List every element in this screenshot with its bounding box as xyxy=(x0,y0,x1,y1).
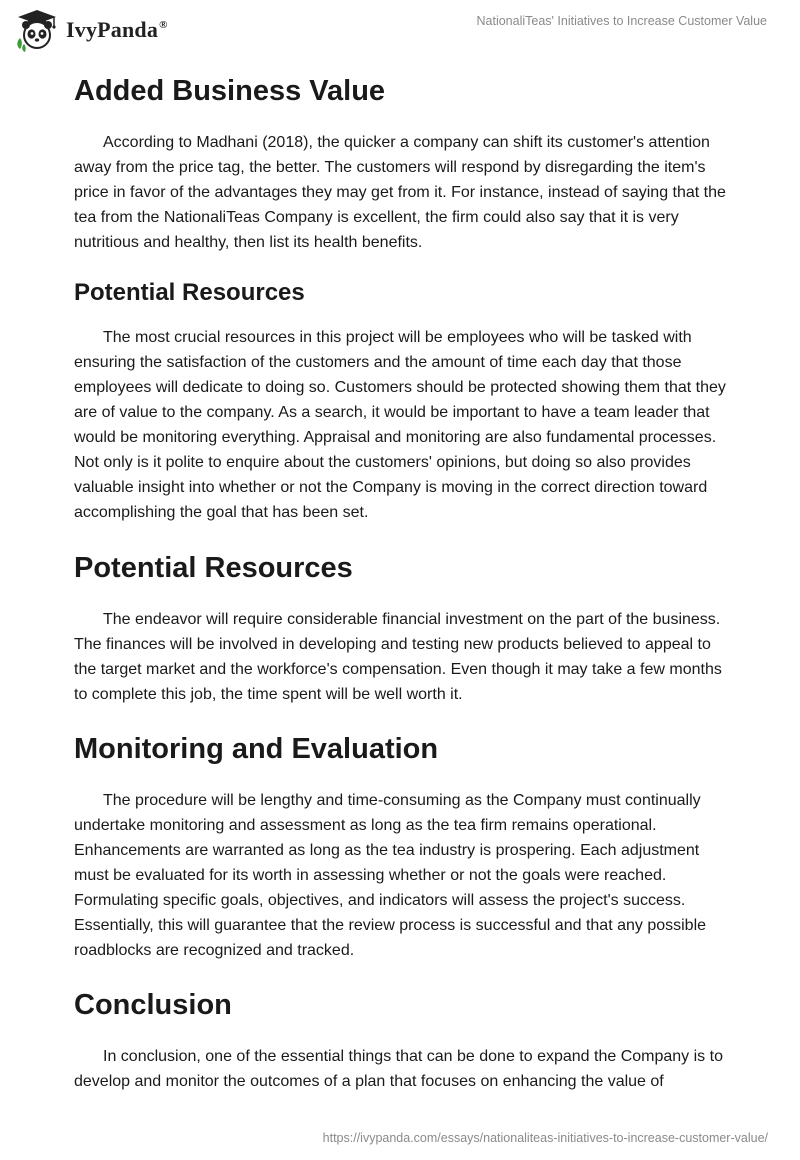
essay-content xyxy=(74,68,734,1094)
panda-graduate-icon xyxy=(14,8,60,52)
page-header xyxy=(0,0,800,60)
section-paragraph: The endeavor will require considerable financial investment on the part of the business. The finances will be involved in developing and testing new products believed to appeal to the target market and the workforce's compensation. Even though it may take a few months to complete this job, the time spent will be well worth it. xyxy=(74,611,722,703)
section-heading-added-business-value: Added Business Value xyxy=(74,75,386,107)
ivypanda-logo[interactable] xyxy=(14,8,168,52)
section-paragraph: In conclusion, one of the essential things that can be done to expand the Company is to develop and monitor the outcomes of a plan that focuses on enhancing the value of xyxy=(74,1048,723,1090)
document-title: NationaliTeas' Initiatives to Increase Customer Value xyxy=(476,14,767,28)
section-paragraph: The procedure will be lengthy and time-consuming as the Company must continually undertake monitoring and assessment as long as the tea firm remains operational. Enhancements are warranted as long as the tea industry is prospering. Each adjustment must be evaluated for its worth in assessing whether or not the goals were reached. Formulating specific goals, objectives, and indicators will assess the project's success. Essentially, this will guarantee that the review process is successful and that any possible roadblocks are recognized and tracked. xyxy=(74,792,707,959)
subsection-heading-potential-resources: Potential Resources xyxy=(74,279,305,306)
logo-wordmark: IvyPanda® xyxy=(66,17,168,42)
section-paragraph: The most crucial resources in this project will be employees who will be tasked with ensuring the satisfaction of the customers and the amount of time each day that those employees will dedicate to doing so. Customers should be protected showing them that they are of value to the company. As a search, it would be important to have a team leader that would be monitoring everything. Appraisal and monitoring are also fundamental processes. Not only is it polite to enquire about the customers' opinions, but doing so also provides valuable insight into whether or not the Company is moving in the correct direction toward accomplishing the goal that has been set. xyxy=(74,329,726,521)
section-heading-monitoring-evaluation: Monitoring and Evaluation xyxy=(74,733,439,765)
source-url[interactable]: https://ivypanda.com/essays/nationaliteas-initiatives-to-increase-customer-value/ xyxy=(322,1131,768,1145)
section-heading-potential-resources: Potential Resources xyxy=(74,552,353,584)
section-heading-conclusion: Conclusion xyxy=(74,989,232,1021)
section-paragraph: According to Madhani (2018), the quicker a company can shift its customer's attention away from the price tag, the better. The customers will respond by disregarding the item's price in favor of the advantages they may get from it. For instance, instead of saying that the tea from the NationaliTeas Company is excellent, the firm could also say that it is very nutritious and healthy, then list its health benefits. xyxy=(74,134,726,251)
